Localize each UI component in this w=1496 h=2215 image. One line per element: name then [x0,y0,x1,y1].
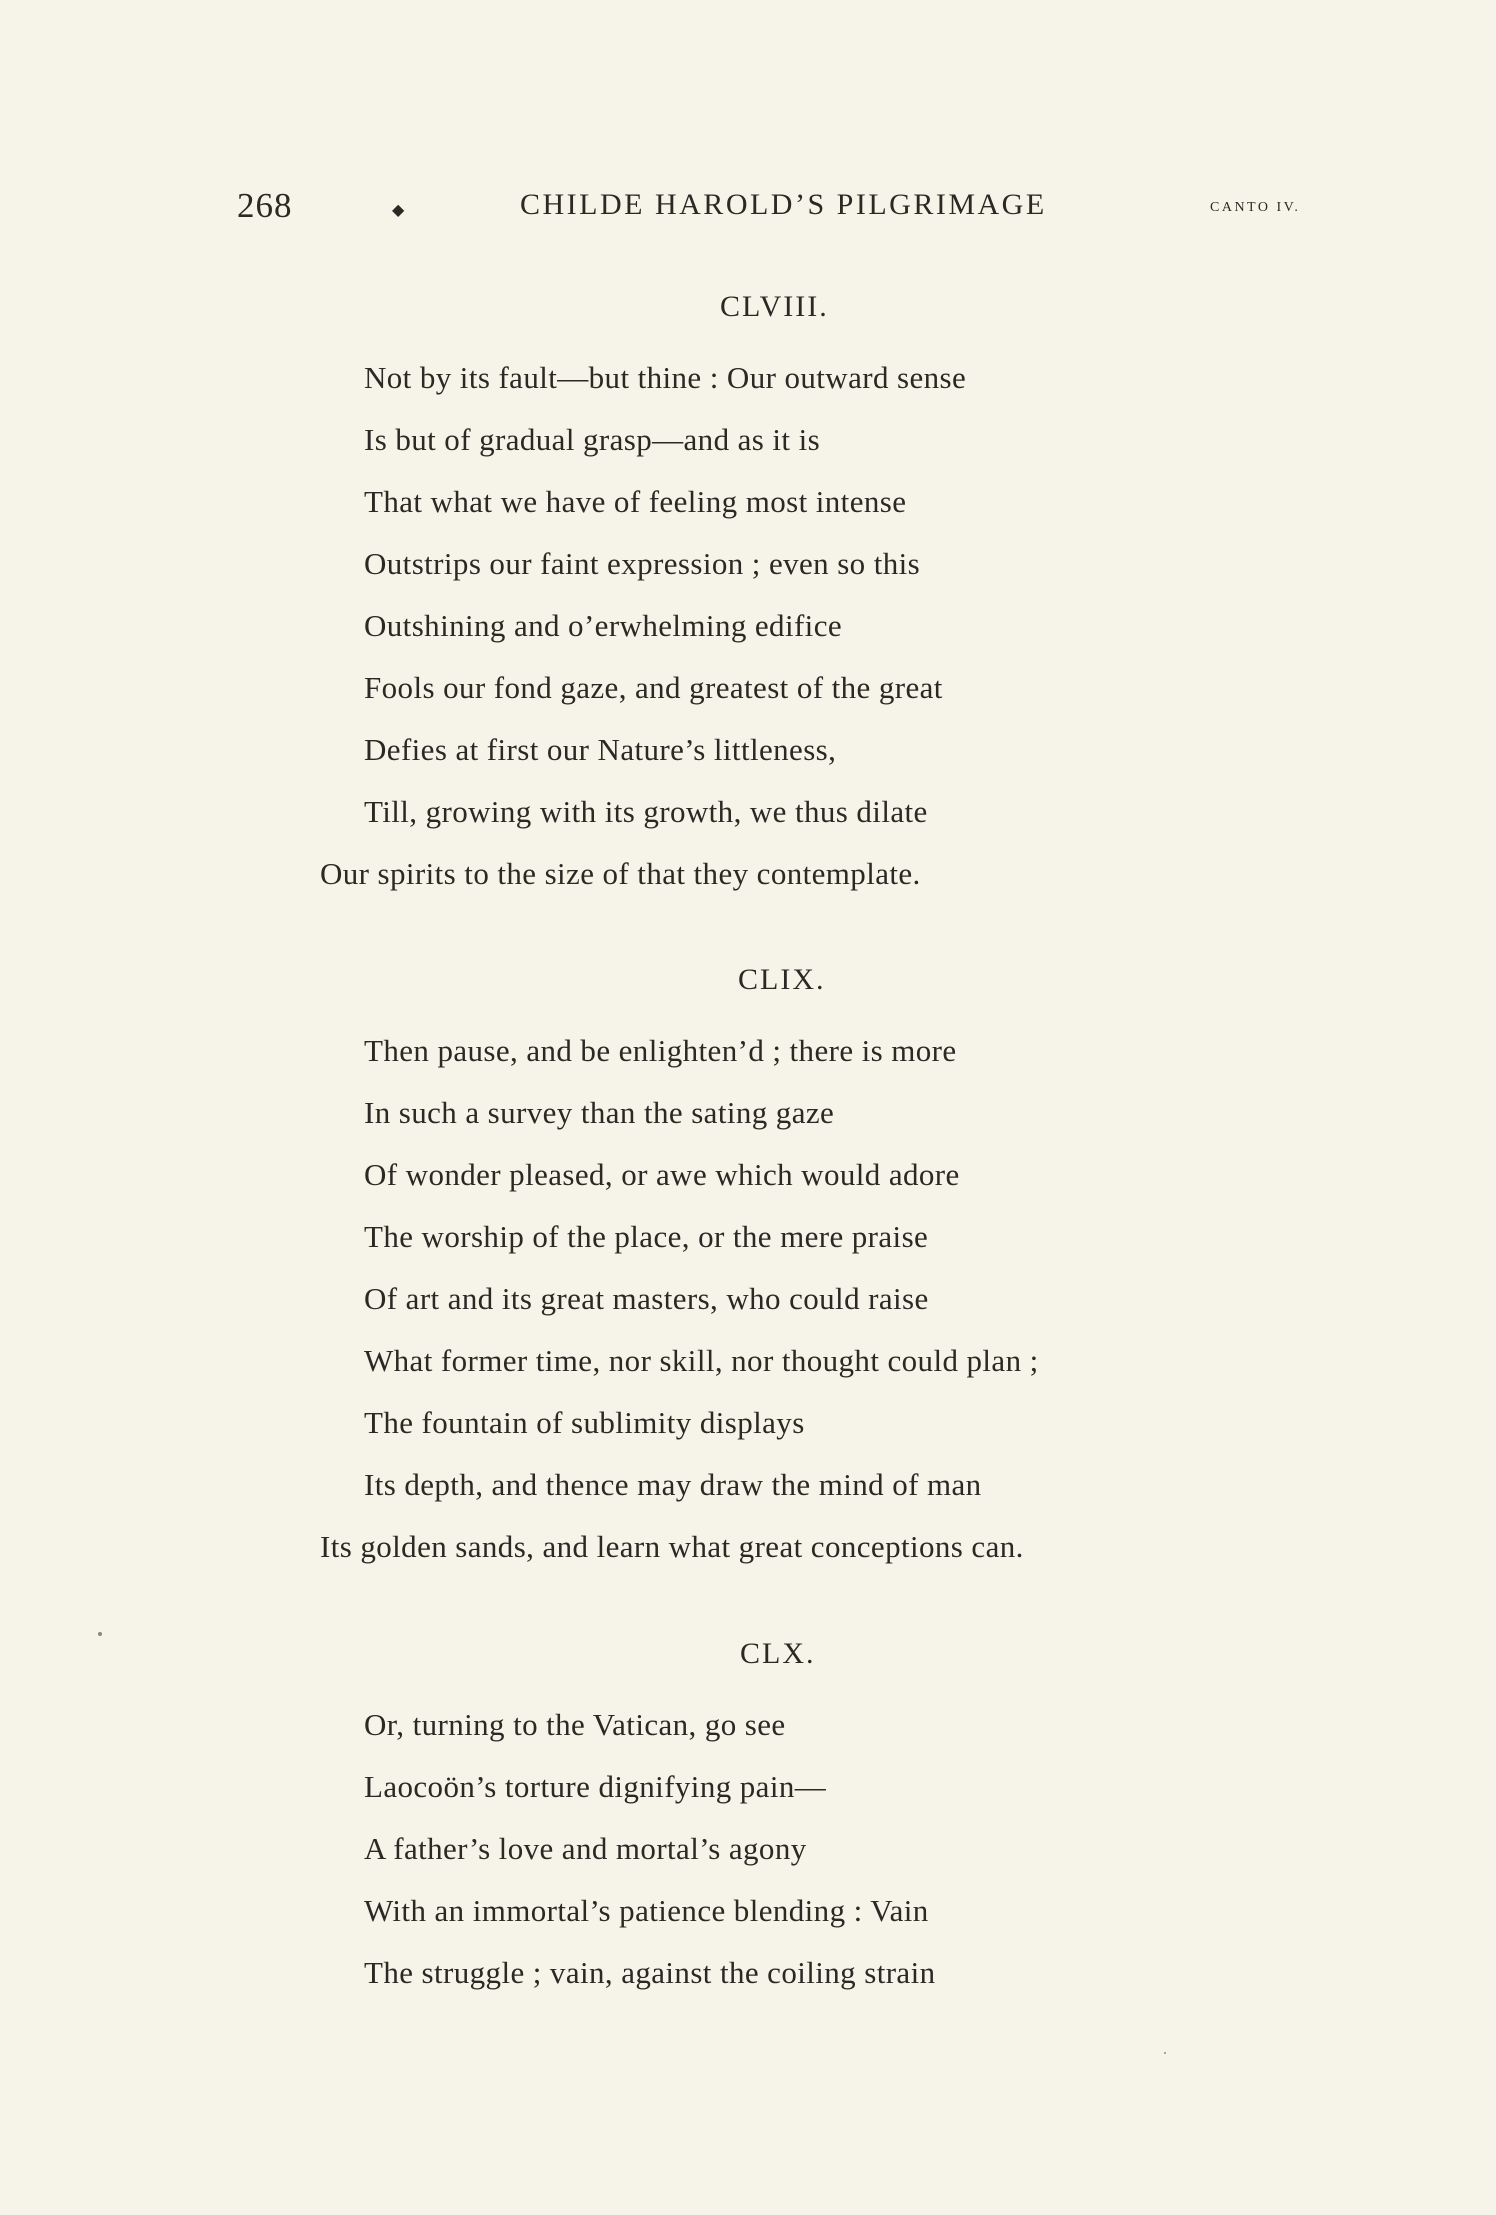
verse-line: The struggle ; vain, against the coiling strain [364,1955,936,1990]
verse-line: Outshining and o’erwhelming edifice [364,608,843,643]
verse-line: Or, turning to the Vatican, go see [364,1707,786,1742]
canto-label: CANTO IV. [1210,200,1301,215]
stanza-number: CLX. [740,1637,816,1670]
verse-line: In such a survey than the sating gaze [364,1095,835,1130]
verse-line: The fountain of sublimity displays [364,1405,805,1440]
page-number: 268 [237,186,293,225]
verse-line: Its golden sands, and learn what great conceptions can. [320,1529,1024,1564]
verse-line: With an immortal’s patience blending : Vain [364,1893,929,1928]
paper-speck [98,1632,102,1636]
verse-line: Not by its fault—but thine : Our outward sense [364,360,967,395]
verse-line: What former time, nor skill, nor thought could plan ; [364,1343,1039,1378]
verse-line: Laocoön’s torture dignifying pain— [364,1769,827,1804]
verse-line: Is but of gradual grasp—and as it is [364,422,821,457]
stanza-number: CLIX. [738,963,826,996]
verse-line: Till, growing with its growth, we thus dilate [364,794,928,829]
running-title: CHILDE HAROLD’S PILGRIMAGE [520,188,1047,221]
verse-line: Defies at first our Nature’s littleness, [364,732,837,767]
paper-speck [1164,2052,1166,2054]
verse-line: Fools our fond gaze, and greatest of the great [364,670,943,705]
ornament-mark: ◆ [392,202,405,219]
verse-line: Of wonder pleased, or awe which would adore [364,1157,960,1192]
verse-line: The worship of the place, or the mere praise [364,1219,929,1254]
verse-line: Outstrips our faint expression ; even so this [364,546,921,581]
stanza-number: CLVIII. [720,290,829,323]
verse-line: Its depth, and thence may draw the mind of man [364,1467,982,1502]
verse-line: A father’s love and mortal’s agony [364,1831,807,1866]
verse-line: That what we have of feeling most intense [364,484,907,519]
verse-line: Then pause, and be enlighten’d ; there is more [364,1033,957,1068]
verse-line: Of art and its great masters, who could raise [364,1281,929,1316]
page-header [0,186,1496,236]
verse-line: Our spirits to the size of that they contemplate. [320,856,921,891]
